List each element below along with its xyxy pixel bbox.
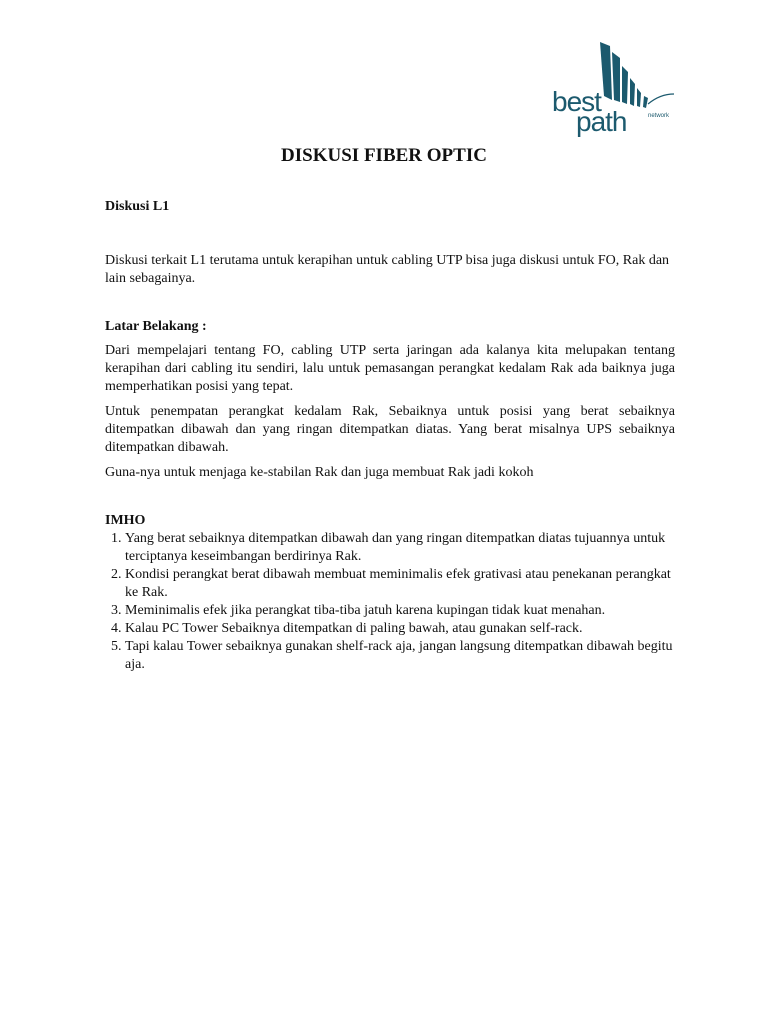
logo-word-path: path: [576, 106, 627, 137]
paragraph-latar-1: Dari mempelajari tentang FO, cabling UTP serta jaringan ada kalanya kita melupakan tentang kerapihan dari cabling itu sendiri, lalu untuk pemasangan perangkat kedalam Rak ada baiknya juga memperhatikan posisi yang tepat.: [105, 343, 675, 394]
list-item: 5. Tapi kalau Tower sebaiknya gunakan shelf-rack aja, jangan langsung ditempatkan dibawah begitu aja.: [125, 638, 675, 674]
bestpath-logo: [548, 40, 678, 137]
logo-word-best: best: [552, 86, 601, 117]
list-item: 3. Meminimalis efek jika perangkat tiba-tiba jatuh karena kupingan tidak kuat menahan.: [125, 602, 675, 620]
list-item: 2. Kondisi perangkat berat dibawah membuat meminimalis efek grativasi atau penekanan perangkat ke Rak.: [125, 566, 675, 602]
section-heading-latar-belakang: Latar Belakang :: [105, 319, 207, 334]
list-item: 1. Yang berat sebaiknya ditempatkan dibawah dan yang ringan ditempatkan diatas tujuannya untuk terciptanya keseimbangan berdirinya Rak.: [125, 530, 675, 566]
logo-tagline: network: [648, 113, 670, 119]
list-item: 4. Kalau PC Tower Sebaiknya ditempatkan di paling bawah, atau gunakan self-rack.: [125, 620, 675, 638]
document-title: DISKUSI FIBER OPTIC: [281, 145, 487, 166]
document-body: [105, 198, 675, 674]
section-heading-diskusi-l1: Diskusi L1: [105, 199, 170, 214]
imho-list: [105, 530, 675, 674]
section-heading-imho: IMHO: [105, 513, 146, 528]
paragraph-latar-3: Guna-nya untuk menjaga ke-stabilan Rak dan juga membuat Rak jadi kokoh: [105, 465, 534, 480]
section-text-diskusi-l1: Diskusi terkait L1 terutama untuk kerapihan untuk cabling UTP bisa juga diskusi untuk FO, Rak dan lain sebagainya.: [105, 253, 670, 286]
paragraph-latar-2: Untuk penempatan perangkat kedalam Rak, Sebaiknya untuk posisi yang berat sebaiknya ditempatkan dibawah dan yang ringan ditempatkan diatas. Yang berat misalnya UPS sebaiknya ditempatkan dibawah.: [105, 404, 675, 455]
